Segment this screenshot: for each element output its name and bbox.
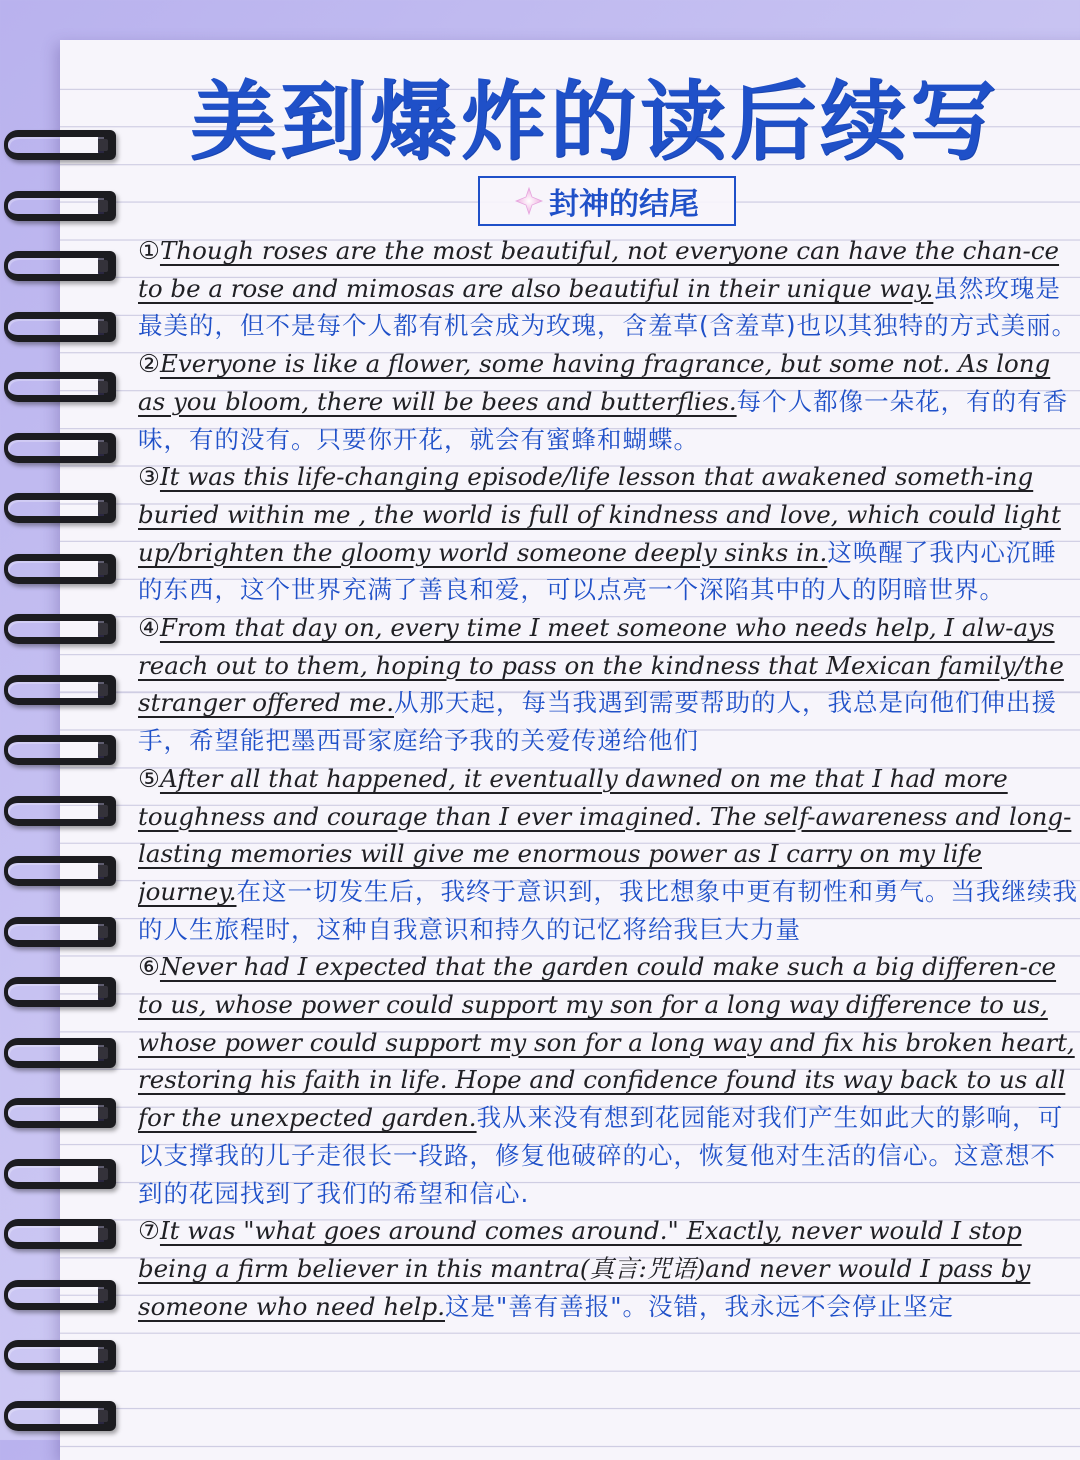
chinese-translation: 从那天起，每当我遇到需要帮助的人，我总是向他们伸出援手，希望能把墨西哥家庭给予我的关爱传递给他们 — [138, 688, 1058, 756]
english-sentence: After all that happened, it eventually dawned on me that I had more toughness and courage than I ever imagined. The self-awareness and long-lasting memories will give me enormous power as I carry on my life journey. — [138, 763, 1072, 906]
chinese-translation: 这唤醒了我内心沉睡的东西，这个世界充满了善良和爱，可以点亮一个深陷其中的人的阴暗世界。 — [138, 537, 1057, 605]
spiral-ring — [4, 433, 116, 463]
spiral-ring — [4, 1280, 116, 1310]
spiral-ring — [4, 675, 116, 705]
english-sentence: Everyone is like a flower, some having fragrance, but some not. As long as you bloom, there will be bees and butterflies. — [138, 349, 1051, 416]
spiral-ring — [4, 1401, 116, 1431]
sentence-number: ⑤ — [138, 763, 160, 793]
sentence-number: ⑦ — [138, 1216, 160, 1246]
spiral-ring — [4, 1159, 116, 1189]
sentence-item-7 — [138, 1212, 1078, 1325]
notes-content — [138, 232, 1078, 1422]
sentence-item-2 — [138, 345, 1078, 458]
english-sentence: Though roses are the most beautiful, not everyone can have the chan-ce to be a rose and mimosas are also beautiful in their unique way. — [138, 236, 1060, 303]
page-title: 美到爆炸的读后续写 — [190, 72, 1000, 172]
sentence-number: ① — [138, 236, 160, 265]
spiral-ring — [4, 130, 116, 160]
spiral-ring — [4, 1098, 116, 1128]
spiral-ring — [4, 735, 116, 765]
sentence-item-1 — [138, 232, 1078, 345]
spiral-ring — [4, 251, 116, 281]
spiral-ring — [4, 796, 116, 826]
spiral-ring — [4, 1340, 116, 1370]
spiral-ring — [4, 191, 116, 221]
spiral-ring — [4, 554, 116, 584]
spiral-ring — [4, 1219, 116, 1249]
spiral-ring — [4, 917, 116, 947]
subtitle-box — [478, 176, 736, 226]
subtitle-text: 封神的结尾 — [549, 187, 699, 222]
sentence-item-3 — [138, 458, 1078, 609]
sentence-item-6 — [138, 948, 1078, 1212]
spiral-ring — [4, 856, 116, 886]
spiral-ring — [4, 1038, 116, 1068]
sentence-number: ③ — [138, 462, 160, 492]
sentence-item-4 — [138, 609, 1078, 760]
sentence-number: ⑥ — [138, 952, 160, 982]
chinese-translation: 虽然玫瑰是最美的，但不是每个人都有机会成为玫瑰，含羞草(含羞草)也以其独特的方式美丽。 — [138, 273, 1078, 341]
chinese-translation: 每个人都像一朵花，有的有香味，有的没有。只要你开花，就会有蜜蜂和蝴蝶。 — [138, 386, 1069, 454]
english-sentence: From that day on, every time I meet someone who needs help, I alw-ays reach out to them, hoping to pass on the kindness that Mexican family/the stranger offered me. — [138, 613, 1064, 718]
spiral-ring — [4, 614, 116, 644]
english-sentence: It was this life-changing episode/life lesson that awakened someth-ing buried within me , the world is full of kindness and love, which could light up/brighten the gloomy world someone deeply sinks in. — [138, 462, 1061, 567]
chinese-translation: 这是"善有善报"。没错，我永远不会停止坚定 — [445, 1291, 955, 1321]
sparkle-star-icon — [515, 187, 543, 215]
english-sentence: It was "what goes around comes around." Exactly, never would I stop being a firm believer in this mantra(真言:咒语)and never would I pass by someone who need help. — [138, 1216, 1031, 1321]
spiral-ring — [4, 372, 116, 402]
sentence-item-5 — [138, 760, 1078, 949]
sentence-number: ② — [138, 349, 160, 379]
spiral-ring — [4, 312, 116, 342]
chinese-translation: 我从来没有想到花园能对我们产生如此大的影响，可以支撑我的儿子走很长一段路，修复他破碎的心，恢复他对生活的信心。这意想不到的花园找到了我们的希望和信心. — [138, 1103, 1064, 1208]
english-sentence: Never had I expected that the garden could make such a big differen-ce to us, whose power could support my son for a long way difference to us, whose power could support my son for a long way and fix his broken heart, restoring his faith in life. Hope and confidence found its way back to us all for the unexpected garden. — [138, 952, 1075, 1133]
spiral-ring — [4, 493, 116, 523]
sentence-number: ④ — [138, 613, 160, 643]
chinese-translation: 在这一切发生后，我终于意识到，我比想象中更有韧性和勇气。当我继续我的人生旅程时，这种自我意识和持久的记忆将给我巨大力量 — [138, 876, 1078, 944]
spiral-ring — [4, 977, 116, 1007]
